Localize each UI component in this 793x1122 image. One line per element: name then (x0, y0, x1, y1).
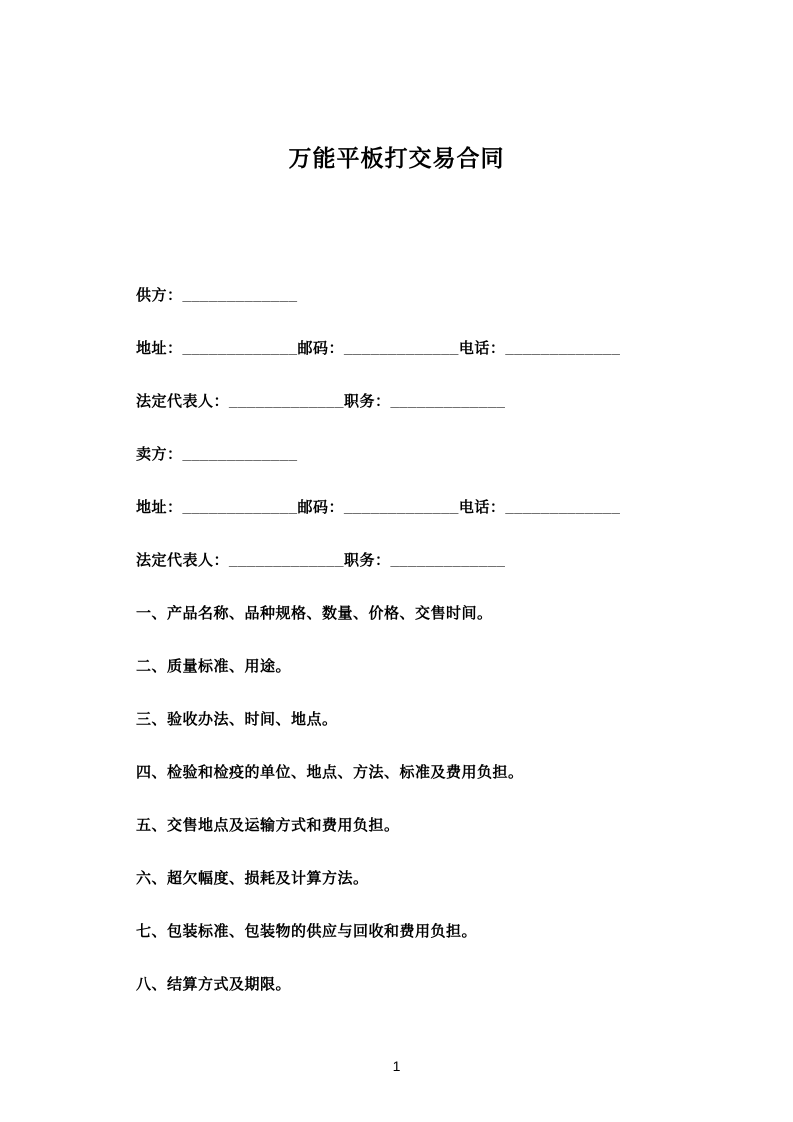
contract-body (136, 286, 703, 1028)
contract-clause-5: 五、交售地点及运输方式和费用负担。 (136, 817, 400, 834)
contract-clause-1: 一、产品名称、品种规格、数量、价格、交售时间。 (136, 605, 493, 622)
contract-line-supplier-rep: 法定代表人：_____________职务：_____________ (136, 393, 506, 410)
contract-clause-8: 八、结算方式及期限。 (136, 976, 292, 993)
contract-line-supplier: 供方：_____________ (136, 287, 298, 304)
contract-clause-2: 二、质量标准、用途。 (136, 658, 292, 675)
contract-title: 万能平板打交易合同 (288, 145, 505, 171)
contract-line-supplier-address: 地址：_____________邮码：_____________电话：_____________ (136, 340, 621, 357)
contract-line-seller: 卖方：_____________ (136, 446, 298, 463)
contract-line-seller-address: 地址：_____________邮码：_____________电话：_____________ (136, 499, 621, 516)
contract-clause-7: 七、包装标准、包装物的供应与回收和费用负担。 (136, 923, 478, 940)
contract-clause-4: 四、检验和检疫的单位、地点、方法、标准及费用负担。 (136, 764, 524, 781)
contract-clause-6: 六、超欠幅度、损耗及计算方法。 (136, 870, 369, 887)
contract-line-seller-rep: 法定代表人：_____________职务：_____________ (136, 552, 506, 569)
contract-clause-3: 三、验收办法、时间、地点。 (136, 711, 338, 728)
page-number: 1 (392, 1058, 401, 1074)
